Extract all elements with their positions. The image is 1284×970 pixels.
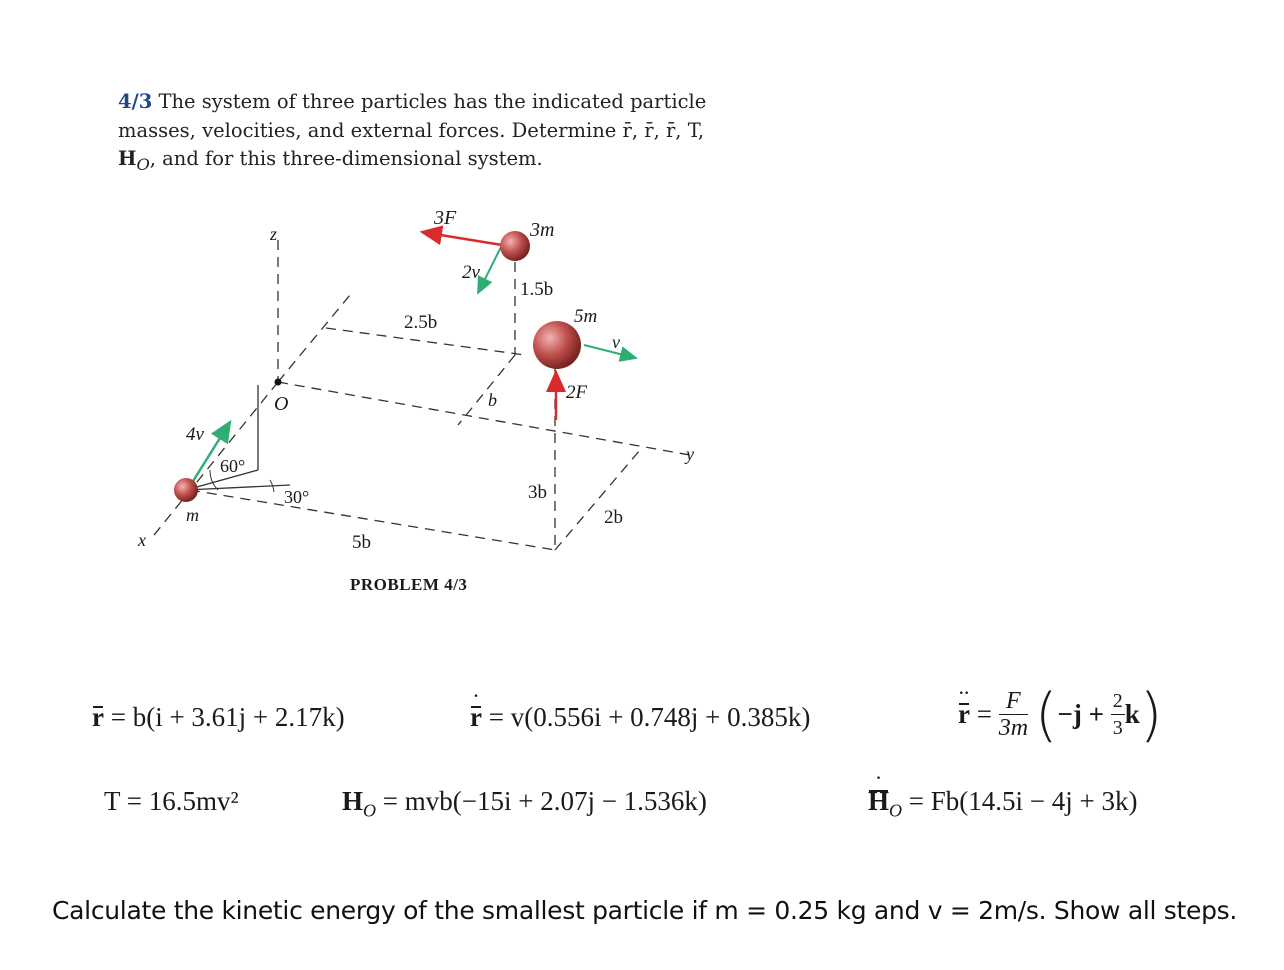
rbar-ddot-r: r [958,699,970,729]
figure-caption: PROBLEM 4/3 [350,575,468,594]
k-den: 3 [1112,717,1123,739]
origin-point [275,379,282,386]
rbar-dot-symbol: · r [470,688,482,732]
rbar-ddot-symbol: ·· r [958,685,970,729]
ho-sub: O [363,800,377,821]
ho-dot-h: H [868,786,890,816]
x-axis-label: x [138,530,146,550]
mass-5m-label: 5m [574,306,598,327]
particle-3m [500,231,530,261]
frac-den: 3m [998,715,1029,741]
ho-h: H [342,786,364,816]
eq-inner: −j + [1057,699,1104,729]
left-paren: ( [1034,680,1058,749]
problem-number: 4/3 [118,90,153,113]
velocity-2v-arrow [478,245,502,293]
velocity-2v-label: 2v [462,262,480,283]
origin-label: O [274,393,289,415]
o-subscript: O [136,154,150,174]
eq-ho-value: = mvb(−15i + 2.07j − 1.536k) [382,786,707,816]
k-num: 2 [1111,688,1125,715]
dim-b-label: b [488,390,497,410]
ho-dot-symbol: · H [868,770,890,816]
y-axis-label: y [686,444,694,464]
problem-text-3: and for this three-dimensional system. [162,147,543,170]
particle-m [174,478,198,502]
mass-3m-label: 3m [530,219,555,241]
rbar-symbol: r [92,702,104,732]
dim-2-5b-label: 2.5b [404,312,438,333]
eq-rbar-value: = b(i + 3.61j + 2.17k) [110,702,345,732]
velocity-4v-label: 4v [186,424,204,445]
ho-symbol: H [118,147,137,170]
frac-num: F [1006,688,1021,714]
problem-line-2: masses, velocities, and external forces. Determine r̄, r̄, r̄, T, [118,118,705,142]
angle-60-arc [210,470,218,490]
dim-1-5b-label: 1.5b [520,279,554,300]
ho-dot-sub: O [889,800,903,821]
f-over-3m-fraction [999,688,1028,741]
two-thirds-fraction [1111,688,1125,741]
force-3f-arrow [422,232,502,245]
velocity-v-label: v [612,332,620,352]
force-2f-label: 2F [566,382,588,403]
question-text: Calculate the kinetic energy of the smallest particle if m = 0.25 kg and v = 2m/s. Show all steps. [52,896,1238,925]
mass-m-label: m [186,505,199,525]
right-paren: ) [1139,680,1163,749]
eq-rbar-ddot [958,680,1163,749]
eq-rbar [92,702,345,733]
force-3f-label: 3F [434,207,457,229]
eq-t-value: T = 16.5mv² [104,786,239,816]
problem-text-1: The system of three particles has the indicated particle [158,90,707,113]
k-unit: k [1124,699,1140,729]
problem-line-3: $H_O$, and for this three-dimensional system. [118,147,543,174]
rbar-dot-r: r [470,702,482,732]
angle-30-label: 30° [284,487,310,507]
dim-2b-label: 2b [604,507,623,528]
eq-kinetic-energy [104,786,239,817]
dim-5b-label: 5b [352,532,371,553]
z-axis-label: z [270,224,278,244]
dim-3b-label: 3b [528,482,547,503]
eq-rbar-dot [470,688,811,733]
eq-rbar-dot-value: = v(0.556i + 0.748j + 0.385k) [488,702,811,732]
eq-equals: = [976,699,992,729]
eq-ho-dot [868,770,1138,821]
eq-ho-dot-value: = Fb(14.5i − 4j + 3k) [908,786,1138,816]
construction-lines [150,240,690,550]
particle-5m [533,321,581,369]
velocity-v-arrow [584,345,636,358]
angle-60-label: 60° [220,456,246,476]
eq-ho [342,786,707,821]
